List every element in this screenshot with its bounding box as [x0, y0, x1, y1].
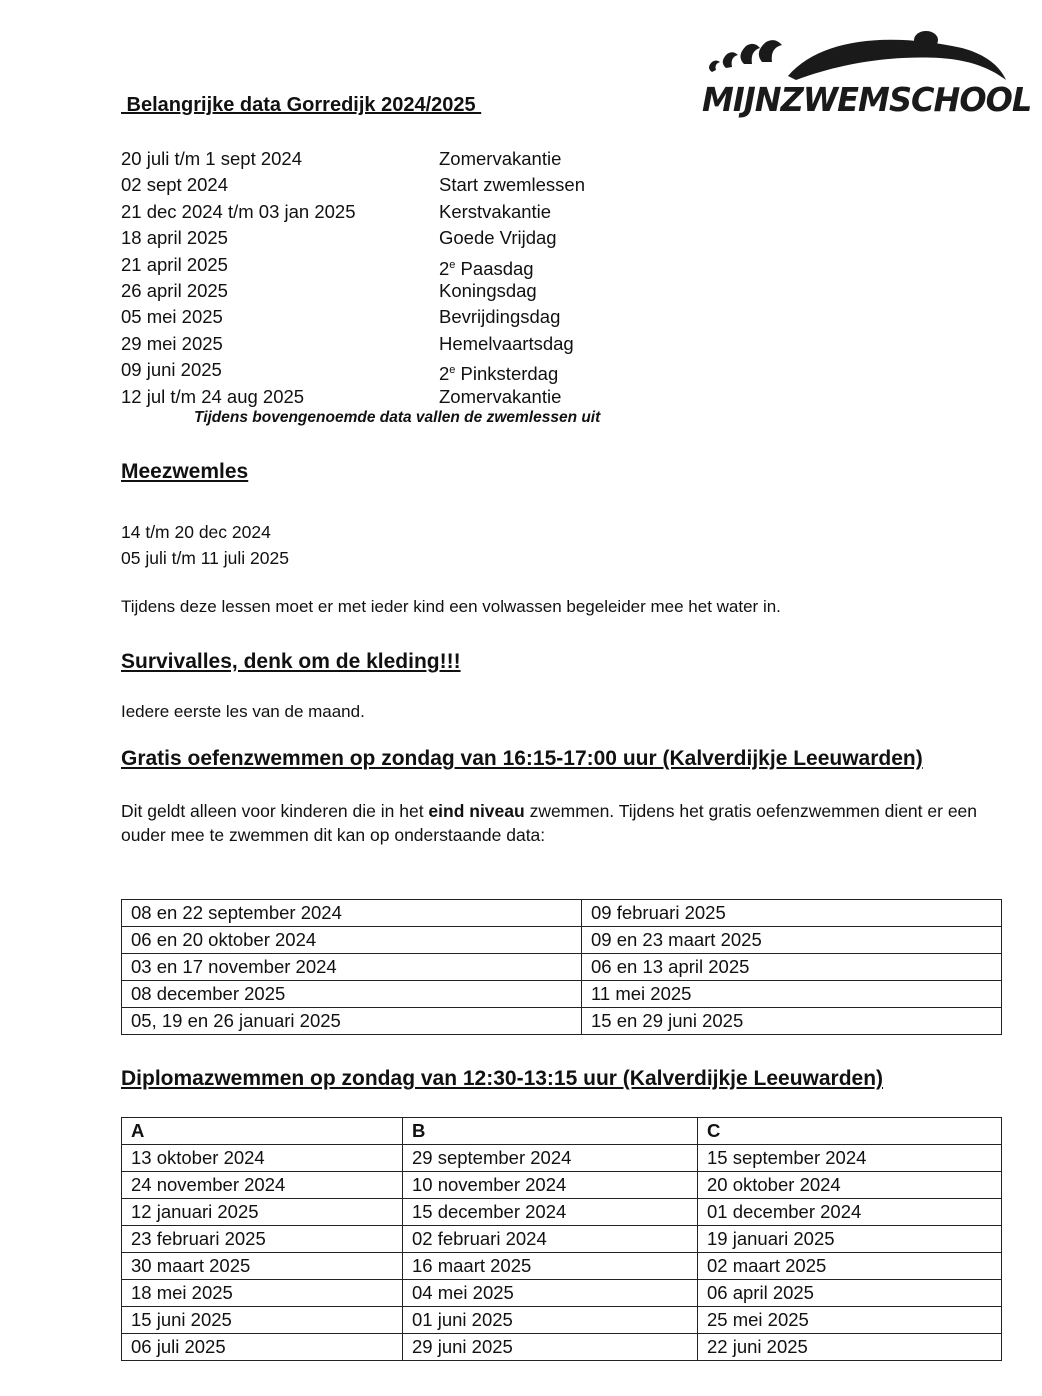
table-cell: 02 maart 2025: [698, 1253, 1002, 1280]
table-cell: 11 mei 2025: [582, 981, 1002, 1008]
logo-wordmark: MIJNZWEMSCHOOL: [702, 80, 1032, 119]
table-cell: 01 december 2024: [698, 1199, 1002, 1226]
date-label: 20 juli t/m 1 sept 2024: [121, 148, 302, 169]
table-row: [122, 1307, 1002, 1334]
swimmer-wave-icon: [700, 28, 1012, 88]
event-label: 2e Paasdag: [439, 257, 534, 279]
table-row: [122, 1253, 1002, 1280]
diplomazwemmen-table: [121, 1117, 1002, 1361]
date-label: 26 april 2025: [121, 279, 228, 301]
table-cell: 03 en 17 november 2024: [122, 954, 582, 981]
table-row: [122, 1226, 1002, 1253]
table-cell: 13 oktober 2024: [122, 1145, 403, 1172]
table-cell: 06 en 13 april 2025: [582, 954, 1002, 981]
table-row: [122, 954, 1002, 981]
date-label: 29 mei 2025: [121, 332, 223, 354]
date-label: 21 april 2025: [121, 253, 228, 275]
meezwemles-date: 05 juli t/m 11 juli 2025: [121, 548, 289, 568]
dates-note: Tijdens bovengenoemde data vallen de zwemlessen uit: [194, 409, 601, 426]
table-cell: 23 februari 2025: [122, 1226, 403, 1253]
event-label: Hemelvaartsdag: [439, 332, 574, 354]
table-cell: 08 december 2025: [122, 981, 582, 1008]
column-header: C: [698, 1118, 1002, 1145]
diplomazwemmen-heading: Diplomazwemmen op zondag van 12:30-13:15 uur (Kalverdijkje Leeuwarden): [121, 1067, 884, 1090]
table-cell: 25 mei 2025: [698, 1307, 1002, 1334]
table-cell: 01 juni 2025: [403, 1307, 698, 1334]
table-cell: 22 juni 2025: [698, 1334, 1002, 1361]
table-row: [122, 927, 1002, 954]
oefenzwemmen-table: [121, 899, 1002, 1035]
table-cell: 06 april 2025: [698, 1280, 1002, 1307]
meezwemles-heading: Meezwemles: [121, 460, 249, 483]
table-cell: 09 februari 2025: [582, 900, 1002, 927]
table-cell: 08 en 22 september 2024: [122, 900, 582, 927]
table-cell: 09 en 23 maart 2025: [582, 927, 1002, 954]
table-row: [122, 1145, 1002, 1172]
date-label: 18 april 2025: [121, 227, 228, 249]
mijnzwemschool-logo: [700, 28, 1032, 120]
table-cell: 30 maart 2025: [122, 1253, 403, 1280]
date-label: 21 dec 2024 t/m 03 jan 2025: [121, 200, 356, 222]
table-cell: 15 september 2024: [698, 1145, 1002, 1172]
date-label: 12 jul t/m 24 aug 2025: [121, 385, 305, 407]
meezwemles-text: Tijdens deze lessen moet er met ieder kind een volwassen begeleider mee het water in.: [121, 597, 781, 616]
table-row: [122, 1334, 1002, 1361]
table-cell: 06 en 20 oktober 2024: [122, 927, 582, 954]
survival-text: Iedere eerste les van de maand.: [121, 702, 365, 721]
survival-heading: Survivalles, denk om de kleding!!!: [121, 650, 461, 673]
table-cell: 04 mei 2025: [403, 1280, 698, 1307]
column-header: A: [122, 1118, 403, 1145]
table-cell: 18 mei 2025: [122, 1280, 403, 1307]
table-cell: 15 december 2024: [403, 1199, 698, 1226]
table-cell: 12 januari 2025: [122, 1199, 403, 1226]
event-label: Zomervakantie: [439, 385, 562, 407]
table-cell: 20 oktober 2024: [698, 1172, 1002, 1199]
event-label: Kerstvakantie: [439, 200, 552, 222]
table-cell: 05, 19 en 26 januari 2025: [122, 1008, 582, 1035]
table-header-row: [122, 1118, 1002, 1145]
meezwemles-date: 14 t/m 20 dec 2024: [121, 522, 271, 542]
table-cell: 29 juni 2025: [403, 1334, 698, 1361]
page-title: Belangrijke data Gorredijk 2024/2025: [121, 94, 482, 116]
table-cell: 19 januari 2025: [698, 1226, 1002, 1253]
table-cell: 16 maart 2025: [403, 1253, 698, 1280]
table-cell: 10 november 2024: [403, 1172, 698, 1199]
date-label: 09 juni 2025: [121, 359, 222, 381]
table-cell: 06 juli 2025: [122, 1334, 403, 1361]
oefenzwemmen-heading: Gratis oefenzwemmen op zondag van 16:15-17:00 uur (Kalverdijkje Leeuwarden): [121, 747, 923, 770]
table-row: [122, 981, 1002, 1008]
column-header: B: [403, 1118, 698, 1145]
table-row: [122, 1280, 1002, 1307]
table-cell: 15 juni 2025: [122, 1307, 403, 1334]
date-label: 05 mei 2025: [121, 306, 223, 328]
table-row: [122, 900, 1002, 927]
table-cell: 15 en 29 juni 2025: [582, 1008, 1002, 1035]
table-row: [122, 1199, 1002, 1226]
table-cell: 29 september 2024: [403, 1145, 698, 1172]
event-label: Koningsdag: [439, 279, 537, 301]
date-label: 02 sept 2024: [121, 174, 228, 196]
table-row: [122, 1008, 1002, 1035]
event-label: Zomervakantie: [439, 148, 562, 169]
table-cell: 02 februari 2024: [403, 1226, 698, 1253]
event-label: Bevrijdingsdag: [439, 306, 561, 328]
table-cell: 24 november 2024: [122, 1172, 403, 1199]
table-row: [122, 1172, 1002, 1199]
event-label: 2e Pinksterdag: [439, 363, 559, 385]
event-label: Goede Vrijdag: [439, 227, 557, 249]
event-label: Start zwemlessen: [439, 174, 585, 196]
oefenzwemmen-text: Dit geldt alleen voor kinderen die in het eind niveau zwemmen. Tijdens het gratis oefenzwemmen dient er een ouder mee te zwemmen dit kan op onderstaande data:: [121, 801, 978, 845]
